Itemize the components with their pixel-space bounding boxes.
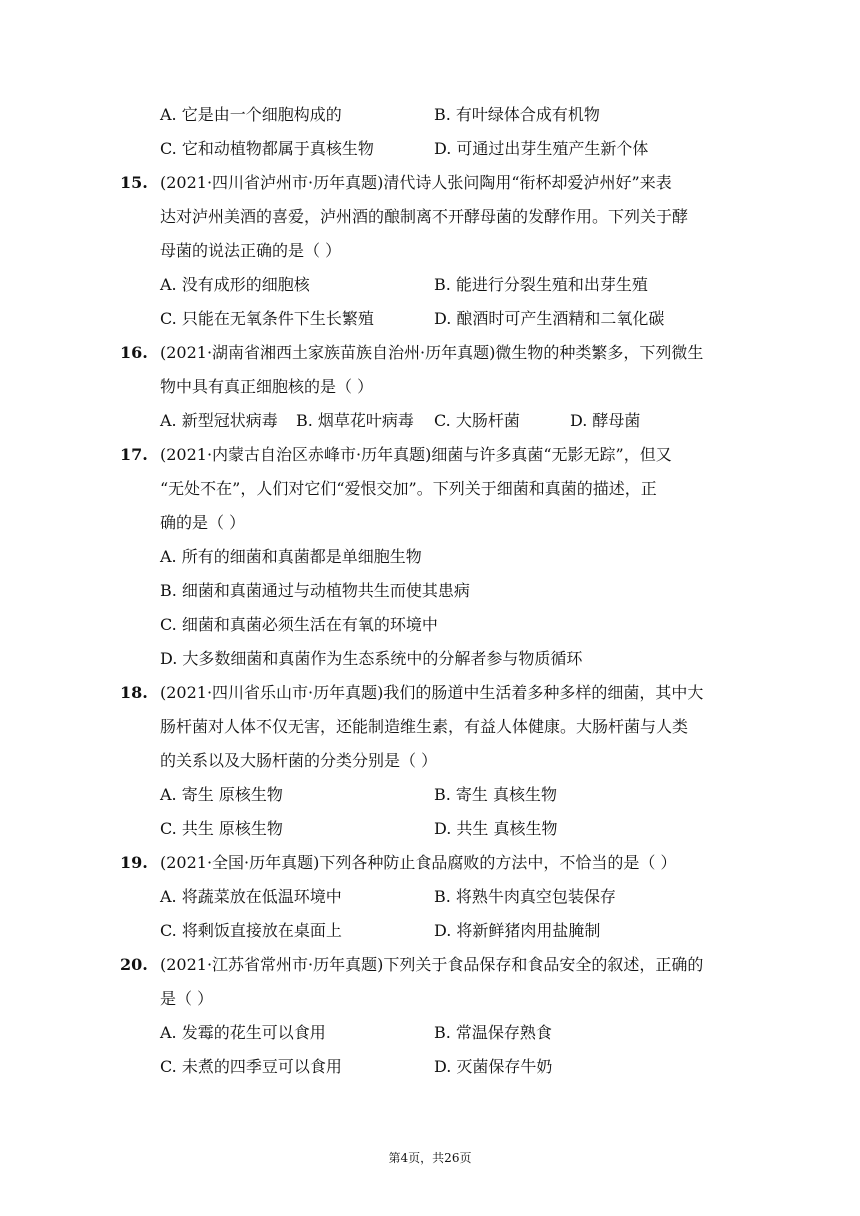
question-text-line: “无处不在”，人们对它们“爱恨交加”。下列关于细菌和真菌的描述，正 [160, 479, 657, 498]
question-text-line: 物中具有真正细胞核的是（ ） [160, 377, 374, 396]
question-number: 16. [120, 343, 148, 362]
option-b: B. 烟草花叶病毒 [296, 411, 414, 430]
question-text-line: 确的是（ ） [160, 513, 246, 532]
option-d: D. 大多数细菌和真菌作为生态系统中的分解者参与物质循环 [160, 649, 583, 668]
option-b: B. 细菌和真菌通过与动植物共生而使其患病 [160, 581, 470, 600]
option-a: A. 寄生 原核生物 [160, 785, 283, 804]
option-d: D. 灭菌保存牛奶 [434, 1057, 553, 1076]
option-c: C. 只能在无氧条件下生长繁殖 [160, 309, 374, 328]
option-d: D. 将新鲜猪肉用盐腌制 [434, 921, 601, 940]
question-text-line: 达对泸州美酒的喜爱，泸州酒的酿制离不开酵母菌的发酵作用。下列关于酵 [160, 207, 689, 226]
option-a: A. 没有成形的细胞核 [160, 275, 310, 294]
question-text-line: (2021·江苏省常州市·历年真题)下列关于食品保存和食品安全的叙述，正确的 [160, 955, 704, 974]
option-d: D. 可通过出芽生殖产生新个体 [434, 139, 649, 158]
page-footer: 第4页，共26页 [388, 1151, 472, 1165]
question-text-line: 肠杆菌对人体不仅无害，还能制造维生素，有益人体健康。大肠杆菌与人类 [160, 717, 689, 736]
option-d: D. 酿酒时可产生酒精和二氧化碳 [434, 309, 665, 328]
option-c: C. 将剩饭直接放在桌面上 [160, 921, 342, 940]
question-text-line: (2021·全国·历年真题)下列各种防止食品腐败的方法中，不恰当的是（ ） [160, 853, 677, 872]
option-c: C. 细菌和真菌必须生活在有氧的环境中 [160, 615, 438, 634]
option-a: A. 它是由一个细胞构成的 [160, 105, 342, 124]
option-c: C. 未煮的四季豆可以食用 [160, 1057, 342, 1076]
option-b: B. 寄生 真核生物 [434, 785, 558, 804]
option-a: A. 将蔬菜放在低温环境中 [160, 887, 342, 906]
option-a: A. 新型冠状病毒 [160, 411, 278, 430]
option-b: B. 将熟牛肉真空包装保存 [434, 887, 616, 906]
option-d: D. 酵母菌 [570, 411, 641, 430]
option-c: C. 大肠杆菌 [434, 411, 520, 430]
question-text-line: 是（ ） [160, 989, 214, 1008]
question-text-line: (2021·湖南省湘西土家族苗族自治州·历年真题)微生物的种类繁多，下列微生 [160, 343, 704, 362]
question-text-line: (2021·四川省乐山市·历年真题)我们的肠道中生活着多种多样的细菌，其中大 [160, 683, 704, 702]
question-number: 15. [120, 173, 148, 192]
option-a: A. 所有的细菌和真菌都是单细胞生物 [160, 547, 422, 566]
question-number: 17. [120, 445, 148, 464]
question-number: 18. [120, 683, 148, 702]
option-a: A. 发霉的花生可以食用 [160, 1023, 326, 1042]
question-text-line: (2021·内蒙古自治区赤峰市·历年真题)细菌与许多真菌“无影无踪”，但又 [160, 445, 672, 464]
question-text-line: 的关系以及大肠杆菌的分类分别是（ ） [160, 751, 438, 770]
question-text-line: (2021·四川省泸州市·历年真题)清代诗人张问陶用“衔杯却爱泸州好”来表 [160, 173, 672, 192]
question-number: 20. [120, 955, 148, 974]
option-b: B. 有叶绿体合成有机物 [434, 105, 600, 124]
option-b: B. 常温保存熟食 [434, 1023, 552, 1042]
option-b: B. 能进行分裂生殖和出芽生殖 [434, 275, 648, 294]
question-text-line: 母菌的说法正确的是（ ） [160, 241, 342, 260]
question-number: 19. [120, 853, 148, 872]
option-c: C. 共生 原核生物 [160, 819, 283, 838]
option-c: C. 它和动植物都属于真核生物 [160, 139, 374, 158]
option-d: D. 共生 真核生物 [434, 819, 558, 838]
